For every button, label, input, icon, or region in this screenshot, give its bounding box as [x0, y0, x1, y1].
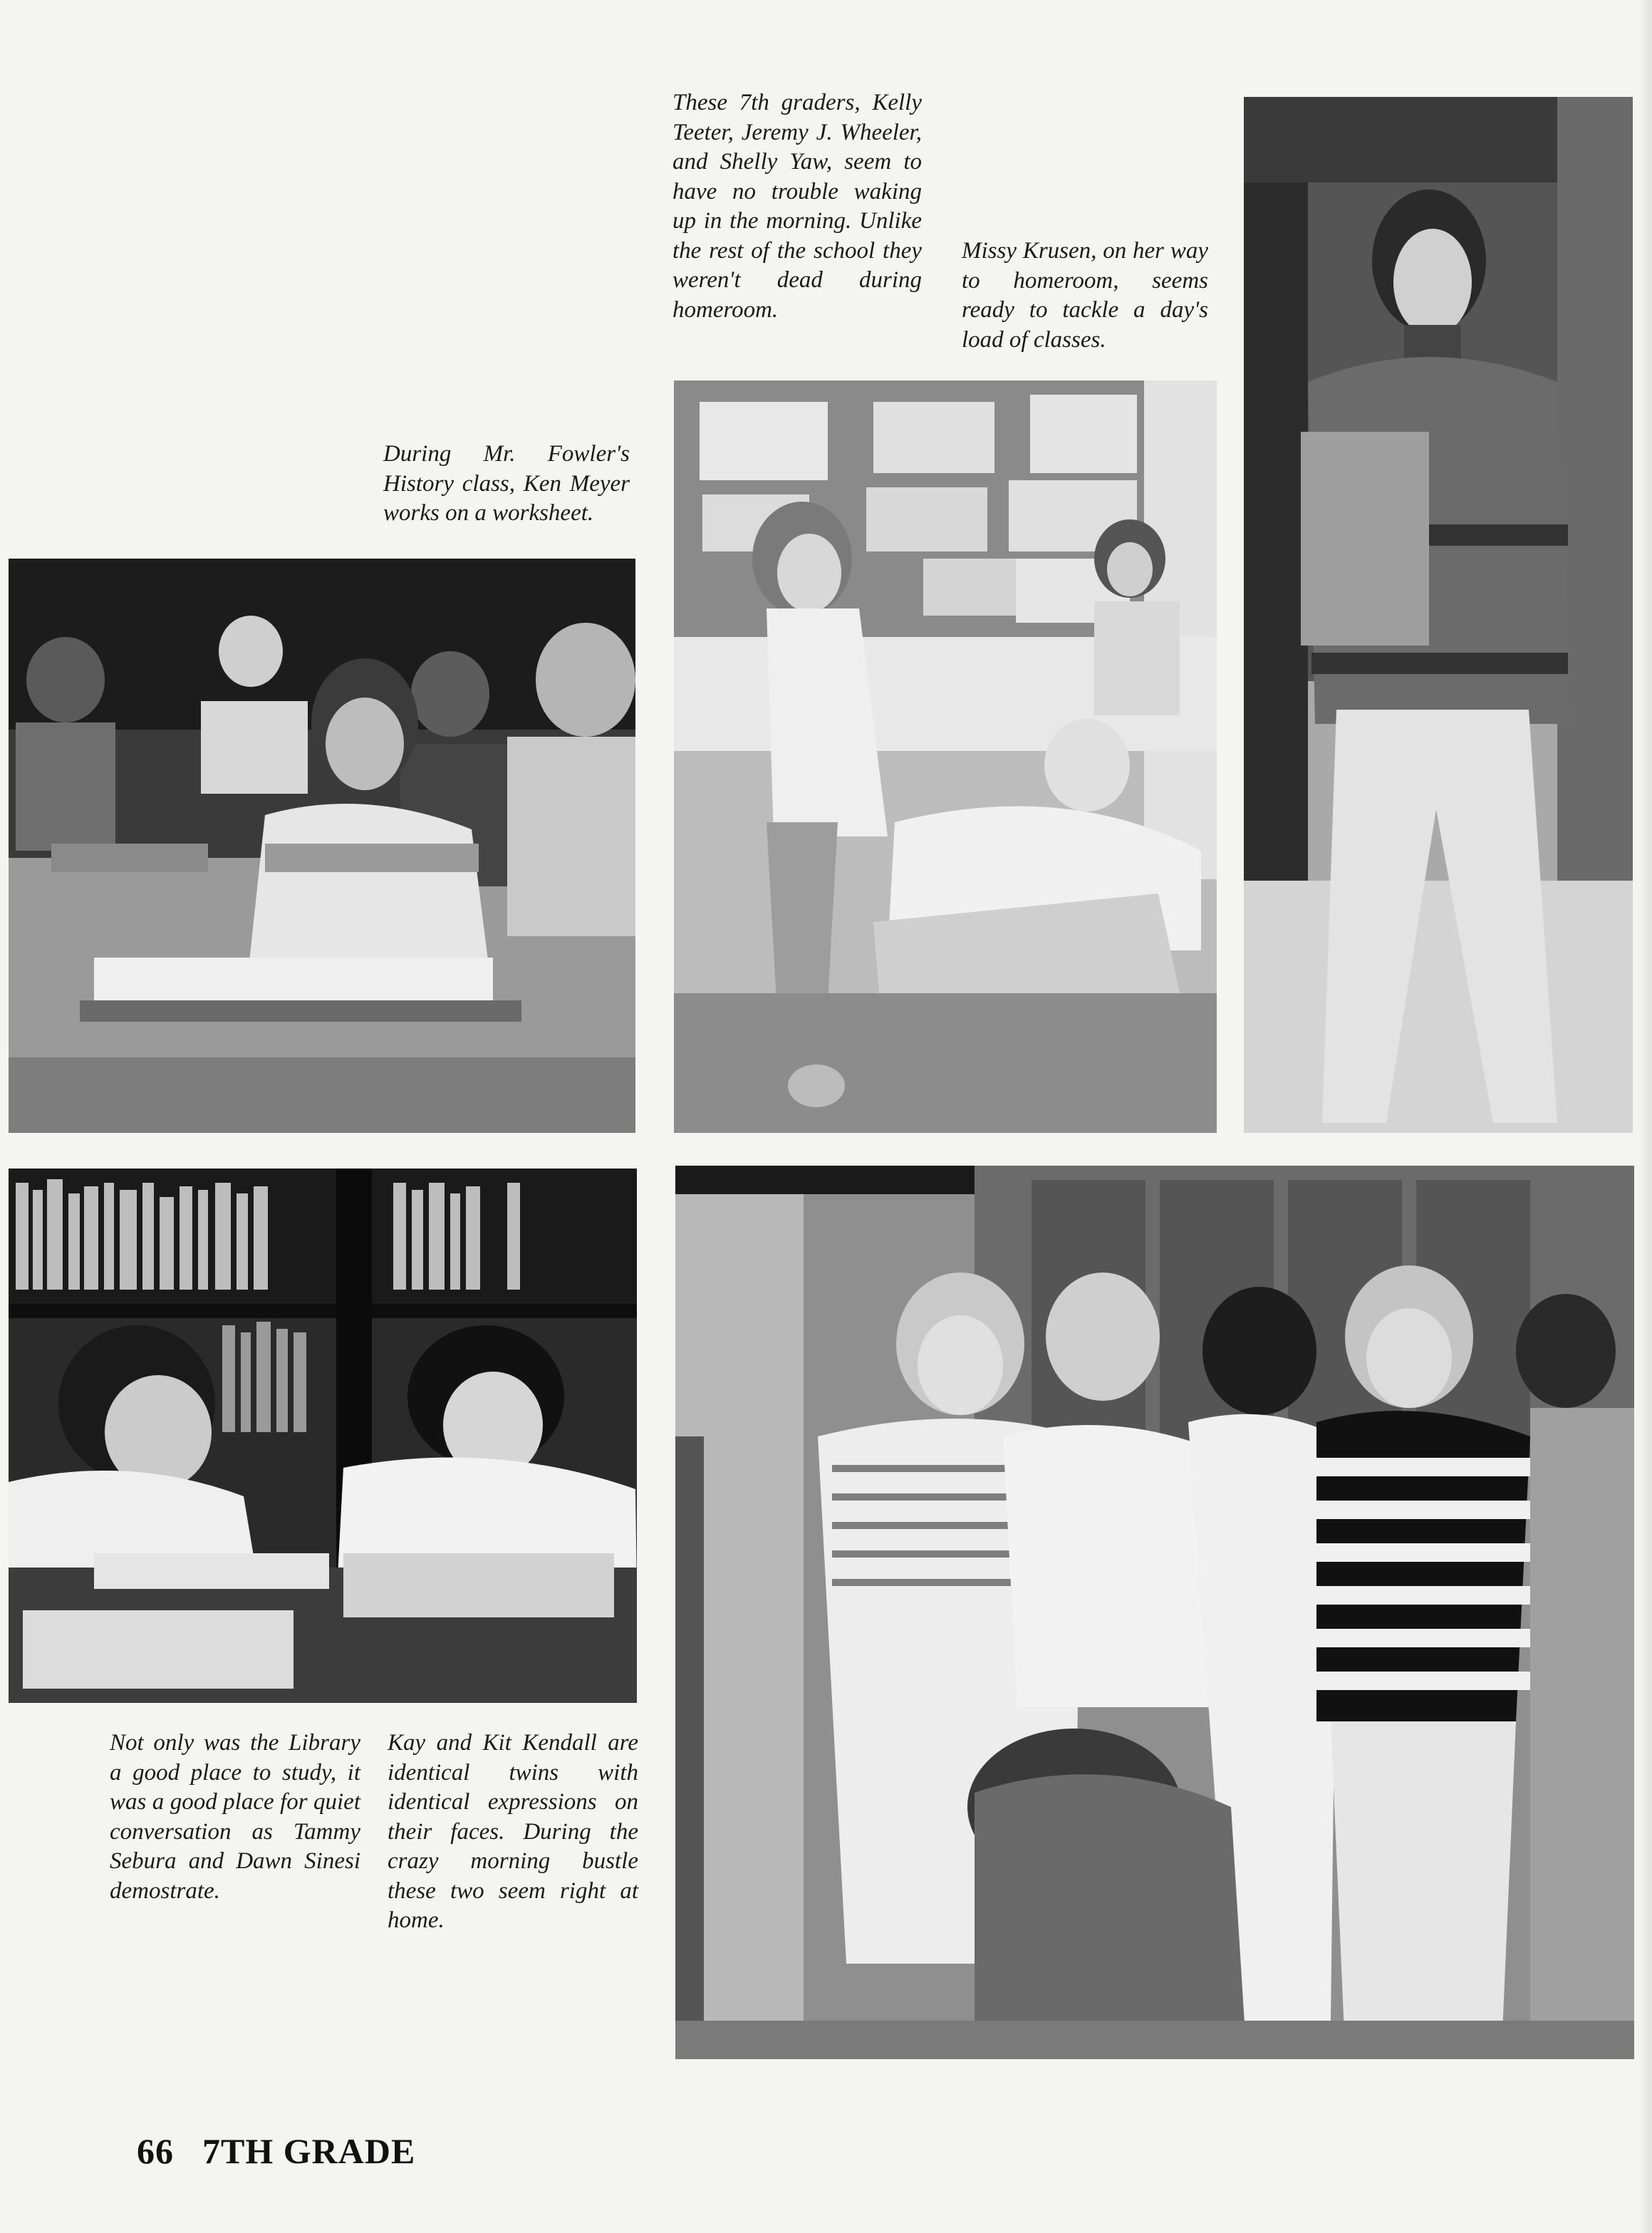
- photo-library: [9, 1169, 637, 1703]
- caption-library: Not only was the Library a good place to study, it was a good place for quiet conversation as Tammy Sebura and Dawn Sinesi demostrate.: [110, 1730, 360, 1904]
- page-edge-shadow: [1638, 0, 1652, 2233]
- caption-homeroom-trio: These 7th graders, Kelly Teeter, Jeremy J. Wheeler, and Shelly Yaw, seem to have no trouble waking up in the morning. Unlike the rest of the school they weren't dead during homeroom.: [672, 90, 922, 323]
- caption-history-class: During Mr. Fowler's History class, Ken Meyer works on a worksheet.: [383, 441, 630, 526]
- photo-missy: [1244, 97, 1633, 1133]
- page-number: 66: [137, 2131, 174, 2171]
- page-folio: [137, 2130, 415, 2172]
- photo-homeroom-trio: [674, 380, 1217, 1133]
- section-title: 7TH GRADE: [202, 2131, 416, 2171]
- caption-twins: Kay and Kit Kendall are identical twins with identical expressions on their faces. During the crazy morning bustle these two seem right at home.: [388, 1730, 638, 1933]
- caption-missy: Missy Krusen, on her way to homeroom, seems ready to tackle a day's load of classes.: [962, 238, 1208, 353]
- photo-history-class: [9, 559, 635, 1133]
- photo-twins: [675, 1166, 1634, 2059]
